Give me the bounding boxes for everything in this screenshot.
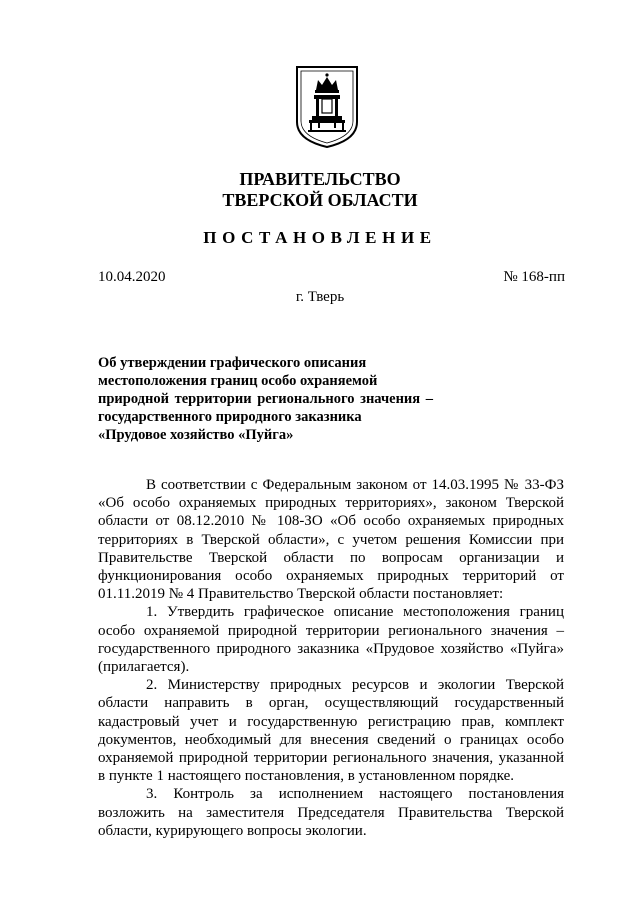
coat-of-arms-icon [294,64,360,150]
body-item-1: 1. Утвердить графическое описание местоположения границ особо охраняемой природной территории регионального значения – государственного природного заказника «Прудовое хозяйство «Пуйга» (прилагается). [98,604,564,676]
title-line: местоположения границ особо охраняемой [98,373,378,389]
document-date: 10.04.2020 [98,269,166,285]
document-title [98,354,498,444]
body-item-2: 2. Министерству природных ресурсов и экологии Тверской области направить в орган, осуществляющий государственный кадастровый учет и государственную регистрацию прав, комплект документов, необходимый для внесения сведений о границах особо охраняемой природной территории регионального значения, указанной в пункте 1 настоящего постановления, в установленном порядке. [98,677,564,785]
document-type: ПОСТАНОВЛЕНИЕ [203,228,437,247]
organization-name-line1: ПРАВИТЕЛЬСТВО [239,169,401,189]
title-line: Об утверждении графического описания [98,355,367,371]
body-item-3: 3. Контроль за исполнением настоящего постановления возложить на заместителя Председателя Правительства Тверской области, курирующего вопросы экологии. [98,786,564,839]
title-line: государственного природного заказника [98,409,362,425]
title-line: природной территории регионального значения – [98,391,433,407]
body-intro-paragraph: В соответствии с Федеральным законом от 14.03.1995 № 33-ФЗ «Об особо охраняемых природных территориях», законом Тверской области от 08.12.2010 № 108-ЗО «Об особо охраняемых природных территориях в Тверской области», с учетом решения Комиссии при Правительстве Тверской области по вопросам организации и функционирования особо охраняемых природных территорий от 01.11.2019 № 4 Правительство Тверской области постановляет: [98,477,564,603]
title-line: «Прудовое хозяйство «Пуйга» [98,427,294,443]
document-city: г. Тверь [295,289,345,305]
document-body [98,476,564,840]
organization-name-line2: ТВЕРСКОЙ ОБЛАСТИ [222,190,418,210]
document-number: № 168-пп [503,269,565,285]
